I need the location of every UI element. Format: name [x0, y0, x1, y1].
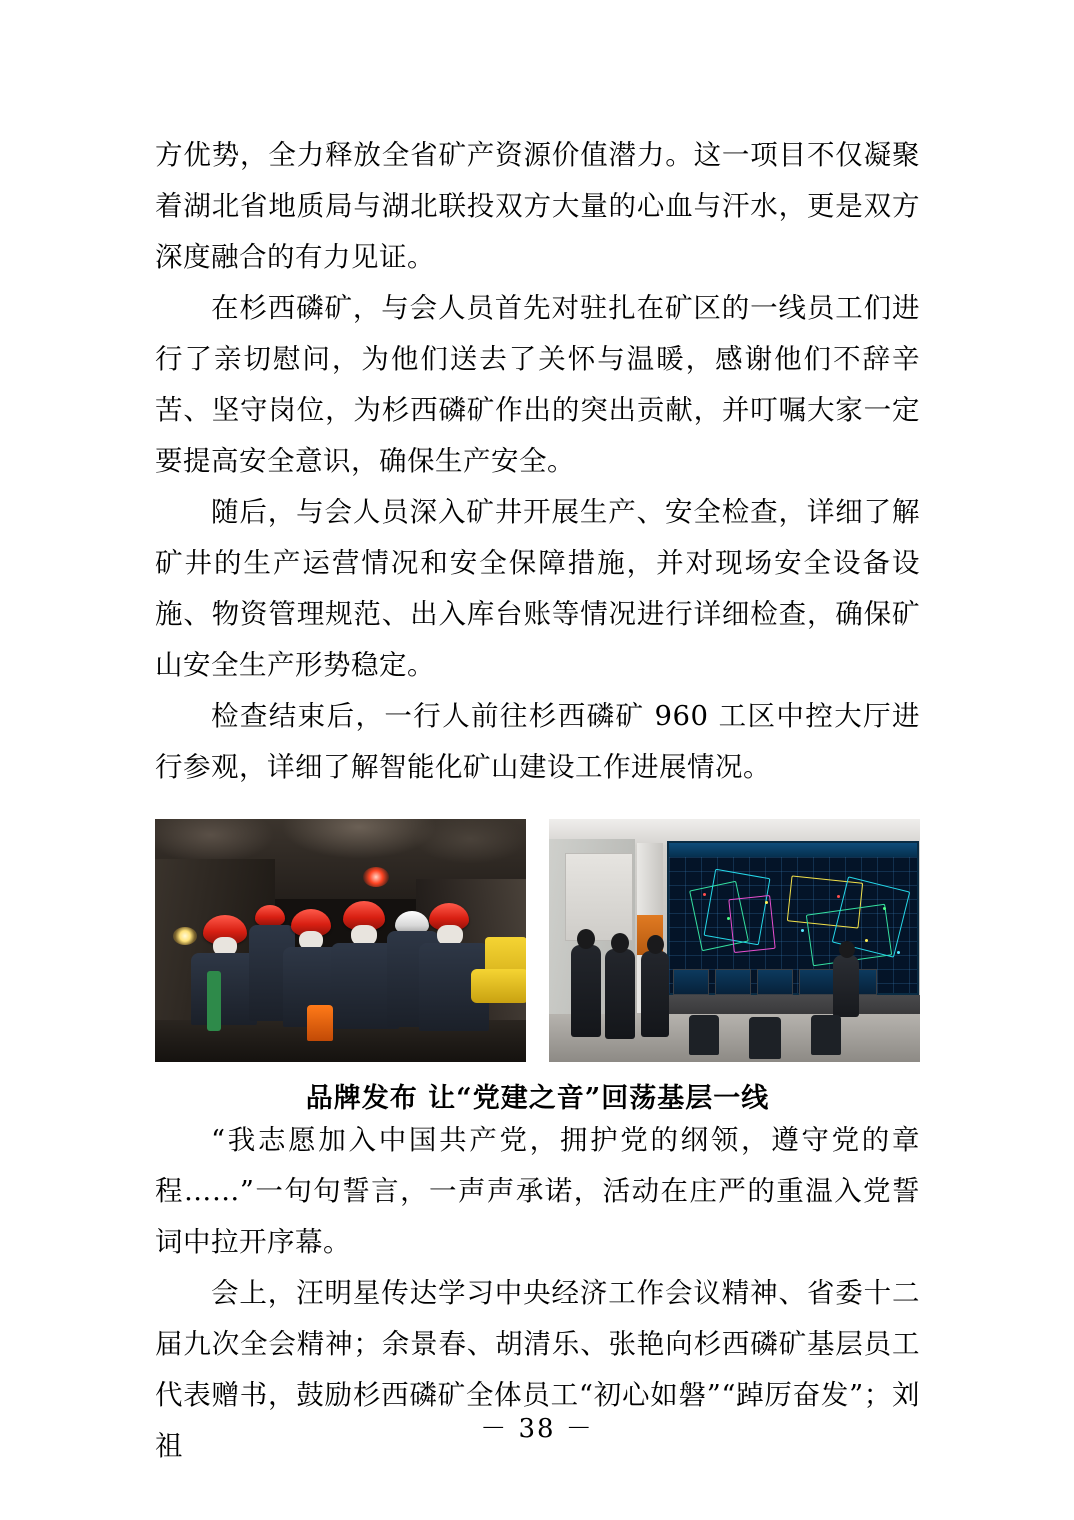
visitor-head [647, 935, 664, 954]
screen-marker [727, 917, 730, 920]
office-chair [749, 1017, 781, 1059]
page-content [155, 130, 920, 1472]
head-lamp-icon [173, 927, 197, 945]
console-monitor [757, 969, 793, 995]
paragraph-4: 检查结束后，一行人前往杉西磷矿 960 工区中控大厅进行参观，详细了解智能化矿山建设工作进展情况。 [155, 700, 920, 783]
photo-control-room [549, 819, 920, 1062]
console-monitor [715, 969, 751, 995]
paragraph-6: 会上，汪明星传达学习中央经济工作会议精神、省委十二届九次全会精神；余景春、胡清乐、张艳向杉西磷矿基层员工代表赠书，鼓励杉西磷矿全体员工“初心如磐”“踔厉奋发”；刘祖 [155, 1277, 920, 1462]
projection-area [565, 853, 633, 941]
visitor-head [611, 933, 629, 953]
page-number: － 38 － [480, 1414, 594, 1444]
worker-body [191, 953, 257, 1025]
visitor-figure [571, 945, 601, 1037]
office-chair [689, 1015, 719, 1055]
screen-marker [883, 907, 886, 910]
screen-marker [897, 951, 900, 954]
paragraph-2: 在杉西磷矿，与会人员首先对驻扎在矿区的一线员工们进行了亲切慰问，为他们送去了关怀与温暖，感谢他们不辞辛苦、坚守岗位，为杉西磷矿作出的突出贡献，并叮嘱大家一定要提高安全意识，确保生产安全。 [155, 292, 920, 477]
operator-head [839, 941, 855, 958]
visitor-figure [605, 949, 635, 1039]
office-chair [811, 1015, 841, 1055]
screen-marker [765, 901, 768, 904]
network-diagram-node [728, 895, 775, 953]
screen-marker [837, 895, 840, 898]
safety-cone [307, 1005, 333, 1041]
paragraph-1: 方优势，全力释放全省矿产资源价值潜力。这一项目不仅凝聚着湖北省地质局与湖北联投双方大量的心血与汗水，更是双方深度融合的有力见证。 [155, 139, 920, 273]
paragraph-3: 随后，与会人员深入矿井开展生产、安全检查，详细了解矿井的生产运营情况和安全保障措施，并对现场安全设备设施、物资管理规范、出入库台账等情况进行详细检查，确保矿山安全生产形势稳定。 [155, 496, 920, 681]
visitor-head [577, 929, 595, 949]
mining-machine [471, 969, 526, 1003]
console-monitor [673, 969, 709, 995]
screen-marker [865, 939, 868, 942]
screen-marker [801, 929, 804, 932]
tool-handle [207, 971, 221, 1031]
photo-mine-inspection [155, 819, 526, 1062]
paragraph-5: “我志愿加入中国共产党，拥护党的纲领，遵守党的章程……”一句句誓言，一声声承诺，活动在庄严的重温入党誓词中拉开序幕。 [155, 1124, 920, 1258]
red-light-icon [363, 867, 389, 887]
visitor-figure [641, 951, 669, 1037]
console-monitor [799, 969, 835, 995]
screen-title-bar [669, 843, 917, 857]
figure-row [155, 819, 920, 1062]
red-helmet [255, 905, 285, 927]
operator-figure [833, 955, 859, 1017]
screen-marker [703, 893, 706, 896]
figure-caption: 品牌发布 让“党建之音”回荡基层一线 [305, 1083, 770, 1114]
